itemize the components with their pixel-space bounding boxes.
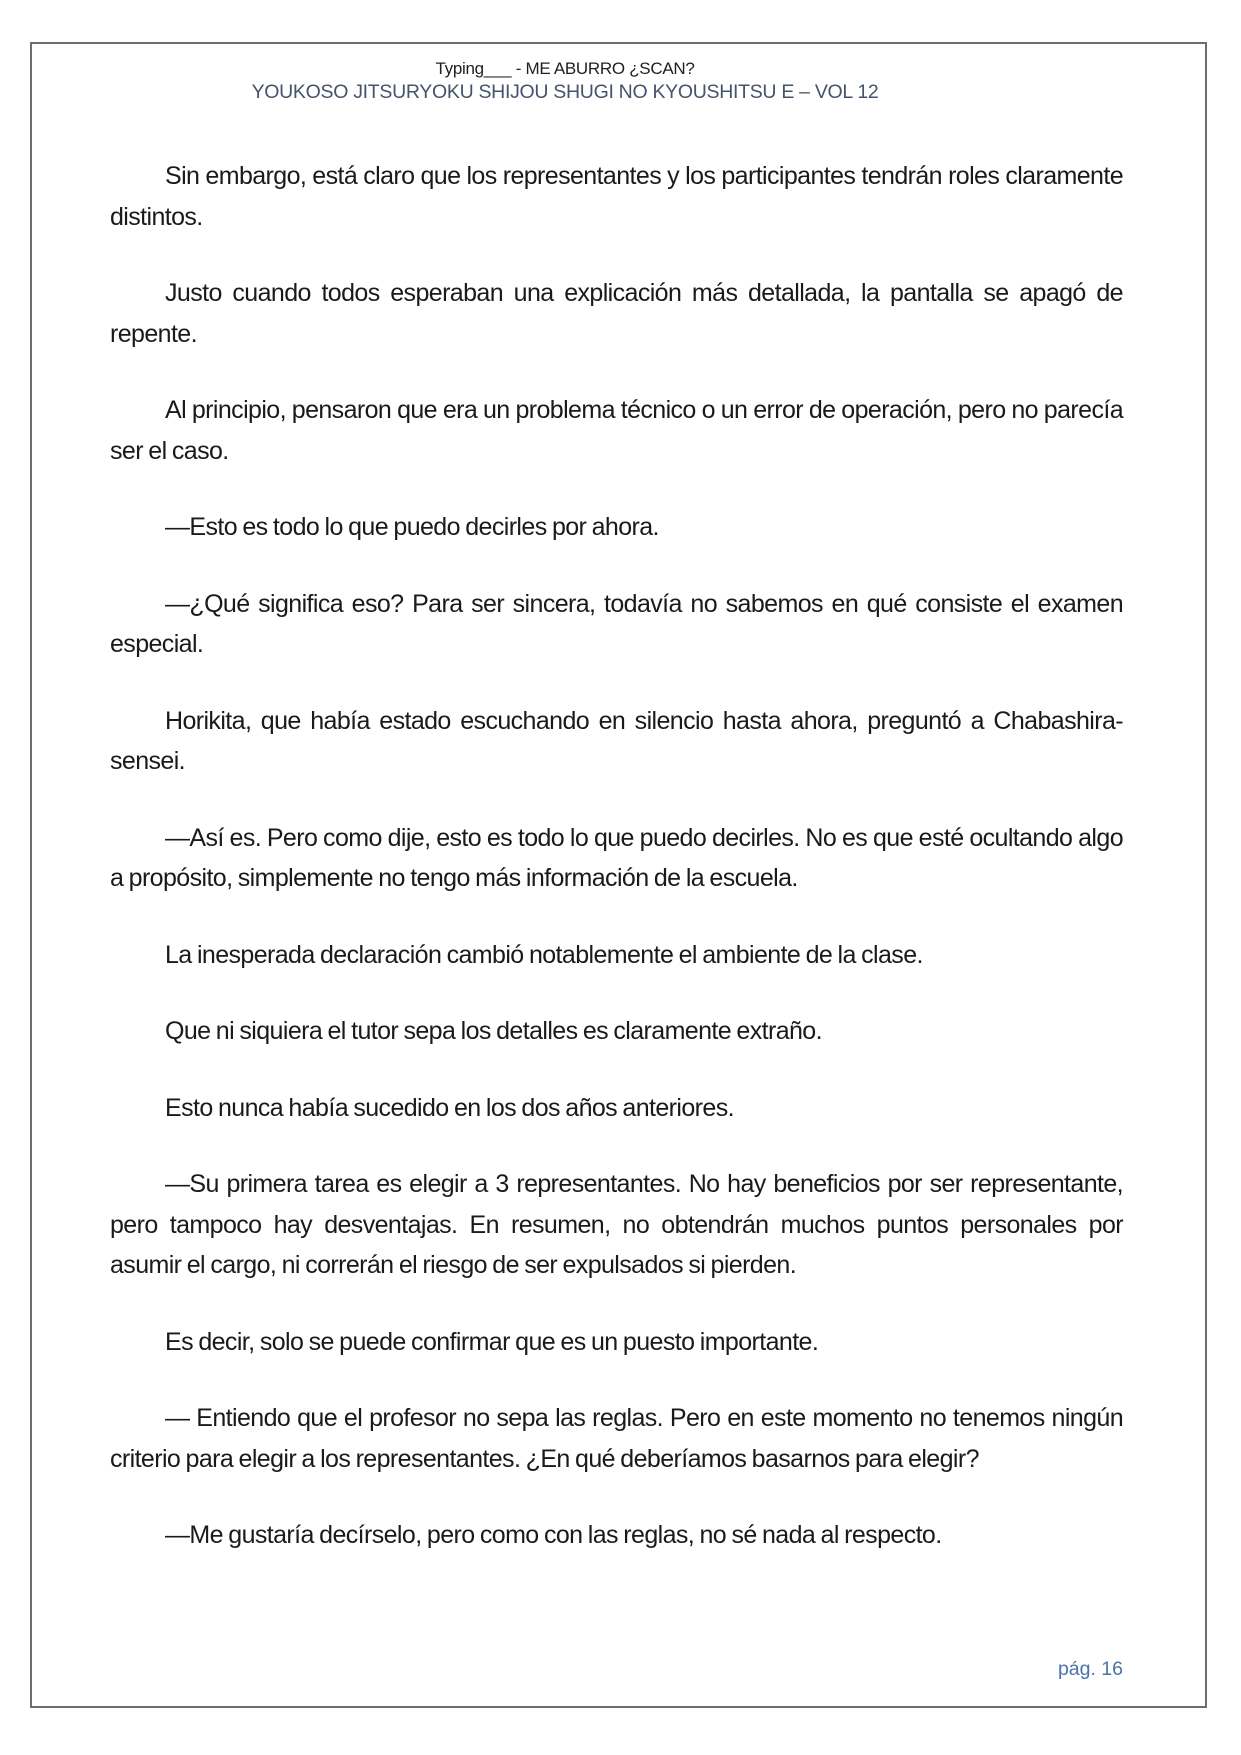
page-footer <box>110 1656 1123 1682</box>
paragraph: Horikita, que había estado escuchando en silencio hasta ahora, preguntó a Chabashira-sensei. <box>110 706 1123 775</box>
paragraph: Justo cuando todos esperaban una explicación más detallada, la pantalla se apagó de repente. <box>110 279 1123 348</box>
header-title-line1: Typing___ - ME ABURRO ¿SCAN? <box>435 59 695 78</box>
document-body <box>110 156 1123 1592</box>
paragraph: Esto nunca había sucedido en los dos años anteriores. <box>165 1093 734 1122</box>
paragraph: —Su primera tarea es elegir a 3 representantes. No hay beneficios por ser representante, pero tampoco hay desventajas. En resumen, no obtendrán muchos puntos personales por asumir el cargo, ni correrán el riesgo de ser expulsados si pierden. <box>110 1170 1123 1279</box>
page-header <box>110 58 1020 105</box>
header-title-line2: YOUKOSO JITSURYOKU SHIJOU SHUGI NO KYOUSHITSU E – VOL 12 <box>251 81 879 103</box>
paragraph: Al principio, pensaron que era un problema técnico o un error de operación, pero no parecía ser el caso. <box>110 396 1123 465</box>
paragraph: Es decir, solo se puede confirmar que es un puesto importante. <box>165 1327 819 1356</box>
paragraph: Que ni siquiera el tutor sepa los detalles es claramente extraño. <box>165 1017 822 1045</box>
paragraph: —Así es. Pero como dije, esto es todo lo que puedo decirles. No es que esté ocultando algo a propósito, simplemente no tengo más información de la escuela. <box>110 823 1123 892</box>
paragraph: La inesperada declaración cambió notablemente el ambiente de la clase. <box>165 940 923 969</box>
paragraph: —Esto es todo lo que puedo decirles por ahora. <box>165 513 659 541</box>
paragraph: Sin embargo, está claro que los representantes y los participantes tendrán roles claramente distintos. <box>110 162 1123 231</box>
paragraph: — Entiendo que el profesor no sepa las reglas. Pero en este momento no tenemos ningún criterio para elegir a los representantes. ¿En qué deberíamos basarnos para elegir? <box>110 1404 1123 1473</box>
paragraph: —¿Qué significa eso? Para ser sincera, todavía no sabemos en qué consiste el examen especial. <box>110 589 1123 658</box>
page-number: pág. 16 <box>1057 1658 1123 1680</box>
paragraph: —Me gustaría decírselo, pero como con las reglas, no sé nada al respecto. <box>165 1521 942 1549</box>
